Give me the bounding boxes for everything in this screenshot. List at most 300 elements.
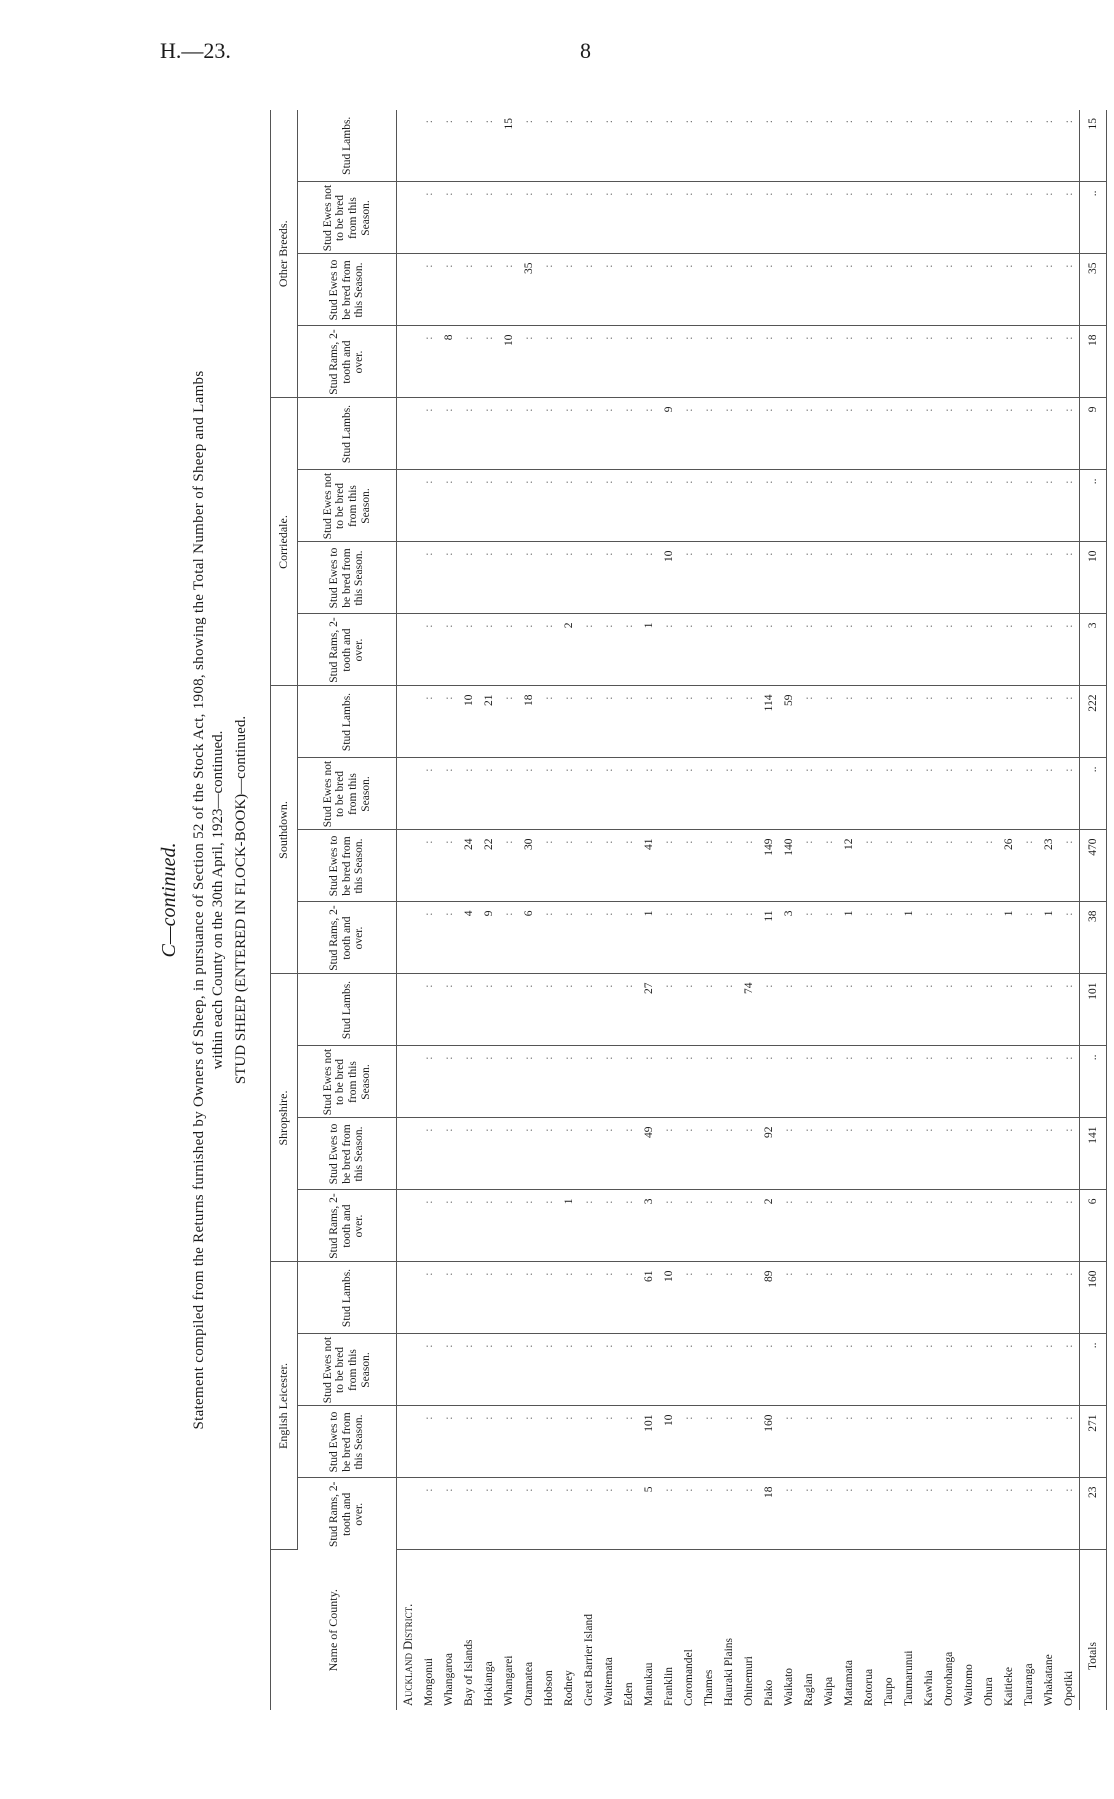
- table-cell: :: [1019, 614, 1039, 686]
- table-cell: :: [659, 1046, 679, 1118]
- table-cell: :: [759, 182, 779, 254]
- table-cell: :: [619, 1190, 639, 1262]
- table-cell: :: [539, 1262, 559, 1334]
- table-cell: :: [559, 254, 579, 326]
- table-cell: :: [739, 326, 759, 398]
- table-cell: :: [539, 542, 559, 614]
- table-cell: :: [659, 1118, 679, 1190]
- table-cell: :: [739, 830, 759, 902]
- table-cell: :: [819, 902, 839, 974]
- county-name: Mongonui: [423, 1658, 435, 1706]
- table-cell: :: [619, 686, 639, 758]
- table-cell: :: [959, 686, 979, 758]
- table-cell: :: [499, 1334, 519, 1406]
- table-row: [599, 110, 619, 1710]
- table-cell: :: [1039, 542, 1059, 614]
- table-cell: :: [1039, 1406, 1059, 1478]
- table-cell: 1: [899, 902, 919, 974]
- table-row: [939, 110, 959, 1710]
- table-cell: :: [619, 182, 639, 254]
- column-header: Stud Lambs.: [298, 686, 397, 758]
- column-header: Stud Rams, 2-tooth and over.: [298, 902, 397, 974]
- table-cell: :: [799, 254, 819, 326]
- table-cell: :: [699, 614, 719, 686]
- table-cell: :: [619, 1334, 639, 1406]
- table-cell: :: [739, 686, 759, 758]
- table-cell: :: [659, 830, 679, 902]
- table-cell: :: [799, 110, 819, 182]
- totals-label: Totals: [1080, 1550, 1107, 1710]
- table-cell: :: [699, 1478, 719, 1550]
- table-cell: :: [599, 1118, 619, 1190]
- column-header: Stud Lambs.: [298, 1262, 397, 1334]
- table-cell: :: [699, 1190, 719, 1262]
- table-cell: :: [859, 470, 879, 542]
- table-cell: :: [899, 182, 919, 254]
- table-cell: :: [939, 1190, 959, 1262]
- table-cell: :: [559, 1046, 579, 1118]
- table-cell: :: [519, 110, 539, 182]
- table-cell: :: [419, 902, 439, 974]
- table-cell: :: [939, 182, 959, 254]
- table-cell: :: [539, 254, 559, 326]
- table-cell: 5: [639, 1478, 659, 1550]
- table-cell: :: [999, 254, 1019, 326]
- table-cell: :: [919, 182, 939, 254]
- table-cell: :: [579, 686, 599, 758]
- total-cell: ..: [1080, 1334, 1107, 1406]
- table-cell: :: [979, 1046, 999, 1118]
- county-name: Otorohanga: [943, 1651, 955, 1706]
- table-cell: :: [959, 1334, 979, 1406]
- table-cell: :: [1059, 614, 1080, 686]
- table-cell: :: [599, 758, 619, 830]
- table-cell: :: [819, 254, 839, 326]
- table-cell: :: [659, 326, 679, 398]
- column-header: Stud Lambs.: [298, 398, 397, 470]
- county-name: Hauraki Plains: [723, 1637, 735, 1706]
- county-name: Piako: [763, 1679, 775, 1706]
- table-cell: :: [539, 902, 559, 974]
- table-cell: :: [519, 974, 539, 1046]
- county-name: Eden: [623, 1682, 635, 1706]
- table-cell: :: [979, 1190, 999, 1262]
- table-cell: :: [799, 1478, 819, 1550]
- district-name: Auckland District.: [400, 1603, 415, 1706]
- table-cell: :: [819, 830, 839, 902]
- table-cell: :: [859, 614, 879, 686]
- table-cell: :: [699, 1334, 719, 1406]
- table-cell: :: [459, 1190, 479, 1262]
- table-cell: :: [619, 326, 639, 398]
- table-cell: :: [979, 398, 999, 470]
- breed-header-row: [271, 110, 298, 1710]
- table-cell: :: [1059, 686, 1080, 758]
- table-cell: :: [499, 542, 519, 614]
- table-cell: :: [419, 542, 439, 614]
- table-cell: :: [419, 614, 439, 686]
- table-row: [999, 110, 1019, 1710]
- table-cell: :: [899, 758, 919, 830]
- table-cell: :: [639, 686, 659, 758]
- table-cell: :: [939, 1406, 959, 1478]
- table-row: [899, 110, 919, 1710]
- table-cell: :: [819, 758, 839, 830]
- table-cell: :: [879, 614, 899, 686]
- table-cell: :: [519, 1406, 539, 1478]
- table-cell: :: [699, 110, 719, 182]
- table-cell: 1: [559, 1190, 579, 1262]
- table-cell: :: [619, 830, 639, 902]
- table-cell: :: [819, 1190, 839, 1262]
- table-cell: :: [679, 1334, 699, 1406]
- page-number: 8: [580, 38, 591, 63]
- table-cell: :: [439, 182, 459, 254]
- table-cell: :: [939, 758, 959, 830]
- table-cell: :: [959, 902, 979, 974]
- breed-header: Shropshire.: [271, 974, 298, 1262]
- county-name: Whangarei: [503, 1655, 515, 1706]
- table-cell: :: [879, 470, 899, 542]
- table-cell: :: [759, 398, 779, 470]
- column-header: Stud Ewes to be bred from this Season.: [298, 1118, 397, 1190]
- table-cell: 27: [639, 974, 659, 1046]
- empty-cell: [397, 254, 420, 326]
- table-cell: :: [879, 398, 899, 470]
- table-cell: :: [439, 974, 459, 1046]
- empty-cell: [397, 686, 420, 758]
- column-header: Stud Ewes not to be bred from this Season.: [298, 470, 397, 542]
- table-cell: :: [699, 686, 719, 758]
- table-cell: :: [419, 1478, 439, 1550]
- table-cell: :: [659, 254, 679, 326]
- table-cell: :: [799, 758, 819, 830]
- table-cell: :: [419, 758, 439, 830]
- table-cell: 114: [759, 686, 779, 758]
- table-cell: :: [419, 1046, 439, 1118]
- table-cell: :: [1059, 1046, 1080, 1118]
- table-cell: :: [679, 110, 699, 182]
- table-cell: :: [999, 542, 1019, 614]
- table-cell: :: [579, 830, 599, 902]
- table-cell: :: [859, 830, 879, 902]
- table-cell: :: [719, 1190, 739, 1262]
- table-cell: :: [1039, 326, 1059, 398]
- table-cell: :: [659, 470, 679, 542]
- table-cell: :: [879, 254, 899, 326]
- table-cell: 35: [519, 254, 539, 326]
- county-name: Kaitieke: [1003, 1667, 1015, 1706]
- table-cell: :: [499, 1046, 519, 1118]
- empty-cell: [397, 1406, 420, 1478]
- table-cell: :: [739, 1334, 759, 1406]
- table-cell: :: [879, 1334, 899, 1406]
- table-cell: :: [659, 182, 679, 254]
- table-cell: :: [879, 1262, 899, 1334]
- table-cell: 30: [519, 830, 539, 902]
- table-cell: :: [619, 470, 639, 542]
- table-cell: :: [619, 1478, 639, 1550]
- table-cell: :: [699, 1262, 719, 1334]
- table-cell: :: [879, 326, 899, 398]
- table-cell: :: [819, 542, 839, 614]
- empty-cell: [397, 1262, 420, 1334]
- table-cell: :: [859, 902, 879, 974]
- county-name: Hokianga: [483, 1661, 495, 1706]
- table-cell: :: [439, 614, 459, 686]
- table-cell: :: [859, 110, 879, 182]
- table-cell: :: [859, 542, 879, 614]
- table-cell: :: [539, 326, 559, 398]
- table-cell: :: [559, 1406, 579, 1478]
- table-cell: :: [699, 1118, 719, 1190]
- table-cell: :: [699, 974, 719, 1046]
- table-cell: :: [1019, 110, 1039, 182]
- table-cell: :: [799, 902, 819, 974]
- table-cell: :: [579, 974, 599, 1046]
- table-cell: :: [979, 1118, 999, 1190]
- table-cell: :: [719, 686, 739, 758]
- table-cell: :: [799, 686, 819, 758]
- table-cell: :: [1039, 1118, 1059, 1190]
- table-cell: :: [939, 470, 959, 542]
- table-row: [579, 110, 599, 1710]
- table-cell: :: [579, 326, 599, 398]
- table-cell: :: [459, 1478, 479, 1550]
- table-cell: :: [719, 542, 739, 614]
- table-cell: :: [779, 326, 799, 398]
- table-cell: :: [479, 1190, 499, 1262]
- table-cell: :: [419, 1190, 439, 1262]
- table-cell: :: [899, 830, 919, 902]
- table-cell: :: [919, 470, 939, 542]
- table-cell: :: [439, 1046, 459, 1118]
- table-cell: :: [979, 182, 999, 254]
- table-cell: :: [1019, 830, 1039, 902]
- table-cell: :: [579, 758, 599, 830]
- table-cell: :: [779, 1190, 799, 1262]
- table-cell: :: [659, 1190, 679, 1262]
- table-cell: :: [919, 110, 939, 182]
- breed-header: Corriedale.: [271, 398, 298, 686]
- table-cell: :: [799, 1406, 819, 1478]
- table-row: [799, 110, 819, 1710]
- county-name: Franklin: [663, 1667, 675, 1706]
- table-cell: :: [799, 830, 819, 902]
- table-cell: :: [499, 398, 519, 470]
- total-cell: 470: [1080, 830, 1107, 902]
- table-cell: :: [739, 758, 759, 830]
- table-cell: :: [959, 470, 979, 542]
- table-cell: 140: [779, 830, 799, 902]
- table-cell: :: [1039, 614, 1059, 686]
- table-cell: :: [959, 1478, 979, 1550]
- table-cell: 101: [639, 1406, 659, 1478]
- table-cell: :: [1059, 1262, 1080, 1334]
- table-cell: :: [759, 326, 779, 398]
- table-cell: 8: [439, 326, 459, 398]
- table-cell: :: [1019, 974, 1039, 1046]
- table-cell: :: [919, 1118, 939, 1190]
- table-cell: :: [999, 398, 1019, 470]
- table-cell: :: [979, 1478, 999, 1550]
- table-cell: :: [779, 1046, 799, 1118]
- table-cell: :: [939, 614, 959, 686]
- table-cell: :: [519, 542, 539, 614]
- table-cell: :: [439, 902, 459, 974]
- column-header: Stud Ewes to be bred from this Season.: [298, 830, 397, 902]
- column-header: Stud Ewes not to be bred from this Season.: [298, 1334, 397, 1406]
- table-cell: :: [519, 758, 539, 830]
- total-cell: ..: [1080, 1046, 1107, 1118]
- table-cell: :: [1039, 686, 1059, 758]
- table-cell: :: [1059, 110, 1080, 182]
- table-cell: :: [539, 830, 559, 902]
- table-cell: :: [799, 1046, 819, 1118]
- table-cell: :: [679, 830, 699, 902]
- table-cell: :: [1019, 758, 1039, 830]
- table-row: [739, 110, 759, 1710]
- table-cell: :: [619, 902, 639, 974]
- table-cell: :: [999, 1334, 1019, 1406]
- table-cell: :: [839, 110, 859, 182]
- table-cell: :: [479, 470, 499, 542]
- county-name: Thames: [703, 1669, 715, 1706]
- table-cell: 41: [639, 830, 659, 902]
- table-cell: :: [639, 110, 659, 182]
- table-cell: :: [499, 1478, 519, 1550]
- table-cell: :: [559, 326, 579, 398]
- table-cell: :: [979, 1262, 999, 1334]
- table-cell: :: [759, 542, 779, 614]
- county-name: Bay of Islands: [463, 1639, 475, 1706]
- table-cell: :: [1059, 758, 1080, 830]
- table-cell: :: [719, 902, 739, 974]
- district-row: [397, 110, 420, 1710]
- county-name: Raglan: [803, 1673, 815, 1706]
- table-cell: :: [699, 326, 719, 398]
- table-cell: :: [619, 542, 639, 614]
- empty-cell: [397, 398, 420, 470]
- county-name: Kawhia: [923, 1670, 935, 1706]
- table-cell: 22: [479, 830, 499, 902]
- table-cell: :: [619, 974, 639, 1046]
- table-cell: :: [1059, 1190, 1080, 1262]
- table-cell: :: [819, 974, 839, 1046]
- table-cell: :: [739, 182, 759, 254]
- table-cell: :: [999, 758, 1019, 830]
- empty-cell: [397, 1190, 420, 1262]
- column-header: Stud Rams, 2-tooth and over.: [298, 326, 397, 398]
- table-cell: :: [1059, 830, 1080, 902]
- column-header: Stud Ewes to be bred from this Season.: [298, 254, 397, 326]
- table-cell: :: [1019, 1334, 1039, 1406]
- table-cell: :: [839, 182, 859, 254]
- column-header: Stud Lambs.: [298, 974, 397, 1046]
- county-name: Otamatea: [523, 1661, 535, 1706]
- table-cell: :: [719, 974, 739, 1046]
- table-cell: :: [579, 1118, 599, 1190]
- total-cell: 38: [1080, 902, 1107, 974]
- table-row: [839, 110, 859, 1710]
- table-cell: :: [419, 686, 439, 758]
- table-cell: :: [459, 614, 479, 686]
- table-cell: :: [479, 254, 499, 326]
- table-cell: :: [839, 1262, 859, 1334]
- table-cell: 1: [999, 902, 1019, 974]
- table-cell: :: [839, 326, 859, 398]
- table-cell: :: [719, 758, 739, 830]
- table-cell: 10: [459, 686, 479, 758]
- table-cell: 92: [759, 1118, 779, 1190]
- column-header: Stud Lambs.: [298, 110, 397, 182]
- table-cell: :: [499, 1406, 519, 1478]
- table-cell: :: [439, 1190, 459, 1262]
- table-cell: :: [839, 1406, 859, 1478]
- table-cell: :: [759, 758, 779, 830]
- total-cell: 160: [1080, 1262, 1107, 1334]
- table-cell: :: [999, 182, 1019, 254]
- table-cell: :: [999, 1118, 1019, 1190]
- table-cell: 49: [639, 1118, 659, 1190]
- table-cell: :: [879, 1406, 899, 1478]
- table-cell: :: [779, 1334, 799, 1406]
- table-cell: 9: [479, 902, 499, 974]
- table-cell: :: [999, 470, 1019, 542]
- table-cell: 11: [759, 902, 779, 974]
- table-cell: :: [739, 1046, 759, 1118]
- table-cell: :: [1059, 974, 1080, 1046]
- table-cell: :: [579, 1190, 599, 1262]
- table-cell: :: [839, 470, 859, 542]
- table-cell: :: [879, 1118, 899, 1190]
- table-cell: :: [1019, 1118, 1039, 1190]
- empty-cell: [397, 974, 420, 1046]
- empty-cell: [397, 1478, 420, 1550]
- table-cell: :: [739, 1478, 759, 1550]
- table-cell: :: [859, 1118, 879, 1190]
- table-cell: :: [839, 542, 859, 614]
- table-body: [397, 110, 1107, 1710]
- table-cell: :: [699, 398, 719, 470]
- table-cell: :: [599, 686, 619, 758]
- table-cell: :: [979, 1406, 999, 1478]
- table-cell: :: [859, 686, 879, 758]
- table-cell: 18: [519, 686, 539, 758]
- column-header: Stud Ewes not to be bred from this Season.: [298, 182, 397, 254]
- table-cell: :: [599, 326, 619, 398]
- table-cell: :: [799, 1118, 819, 1190]
- county-name: Ohinemuri: [743, 1656, 755, 1706]
- table-cell: :: [479, 542, 499, 614]
- table-cell: :: [1019, 542, 1039, 614]
- table-cell: :: [419, 182, 439, 254]
- table-cell: 18: [759, 1478, 779, 1550]
- county-name: Waitomo: [963, 1664, 975, 1706]
- table-cell: :: [419, 1334, 439, 1406]
- table-cell: :: [459, 1262, 479, 1334]
- table-cell: :: [719, 254, 739, 326]
- table-cell: :: [499, 1118, 519, 1190]
- table-cell: :: [639, 758, 659, 830]
- table-cell: :: [659, 1478, 679, 1550]
- table-cell: :: [499, 614, 519, 686]
- county-name: Matamata: [843, 1660, 855, 1706]
- county-name: Whakatane: [1043, 1654, 1055, 1706]
- table-cell: :: [899, 1118, 919, 1190]
- section-title: C—continued.: [158, 842, 180, 958]
- table-cell: :: [719, 182, 739, 254]
